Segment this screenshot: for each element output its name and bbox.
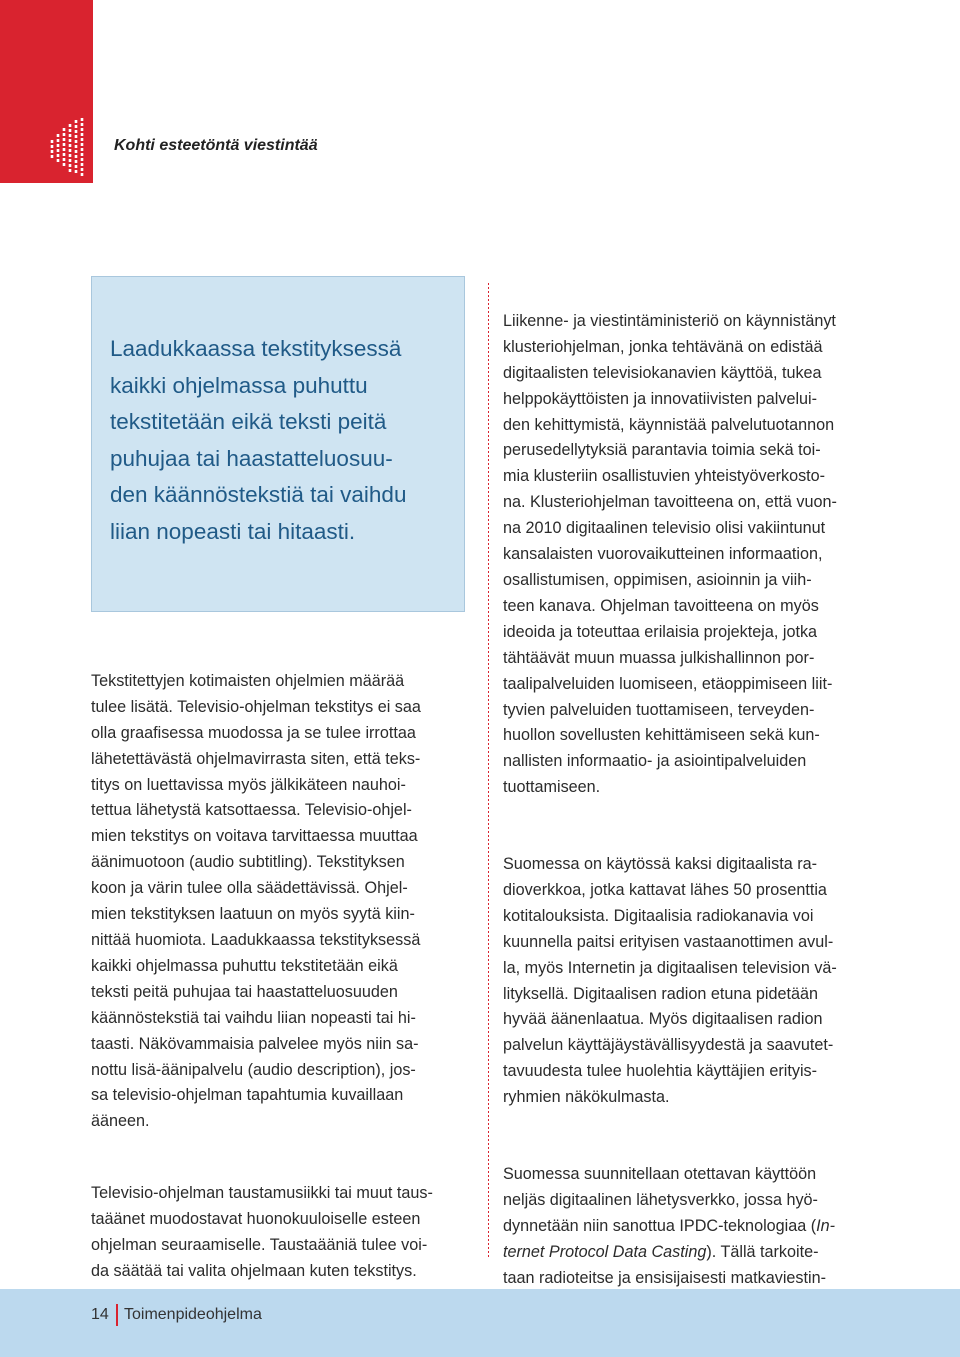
right-paragraph-3-after: ). Tällä tarkoite- taan radioteitse ja ensisijaisesti matkaviestin- — [503, 1242, 826, 1287]
right-paragraph-1: Liikenne- ja viestintäministeriö on käynnistänyt klusteriohjelman, jonka tehtävänä on edistää digitaalisten televisiokanavien käyttöä, tukea helppokäyttöisten ja innovatiivisten palvelui- den kehittymistä, käynnistää palvelutuotannon perusedellytyksiä parantavia toimia sekä toi- mia klusteriin osallistuvien yhteistyöverkosto- na. Klusteriohjelman tavoitteena on, että vuon- na 2010 digitaalinen televisio olisi vakiintunut kansalaisten vuorovaikutteinen informaation, osallistumisen, oppimisen, asioinnin ja viih- teen kanava. Ohjelman tavoitteena on myös ideoida ja toteuttaa erilaisia projekteja, jotka tähtäävät muun muassa julkishallinnon por- taalipalveluiden luomiseen, etäoppimiseen liit- tyvien palveluiden tuottamiseen, terveyden- huollon sovellusten kehittämiseen sekä kun- nallisten informaatio- ja asiointipalveluiden tuottamiseen. — [503, 311, 837, 797]
column-divider — [488, 283, 489, 1258]
pull-quote-box — [91, 276, 465, 612]
right-paragraph-2: Suomessa on käytössä kaksi digitaalista ra- dioverkkoa, jotka kattavat lähes 50 prosenttia kotitalouksista. Digitaalisia radiokanavia voi kuunnella paitsi erityisen vastaanottimen avul- la, myös Internetin ja digitaalisen television vä- lityksellä. Digitaalisen radion etuna pidetään hyvää äänenlaatua. Myös digitaalisen radion palvelun käyttäjäystävällisyydestä ja saavutet- tavuudesta tulee huolehtia käyttäjien erityis- ryhmien näkökulmasta. — [503, 855, 837, 1107]
striped-arcs-logo-icon — [50, 118, 84, 176]
right-column — [503, 283, 885, 1343]
left-paragraph-1: Tekstitettyjen kotimaisten ohjelmien määrää tulee lisätä. Televisio-ohjelman tekstitys ei saa olla graafisessa muodossa ja se tulee irrottaa lähetettävästä ohjelmavirrasta siten, että teks- titys on luettavissa myös jälkikäteen nauhoi- tettua lähetystä katsottaessa. Televisio-ohjel- mien tekstitys on voitava tarvittaessa muuttaa äänimuotoon (audio subtitling). Tekstityksen koon ja värin tulee olla säädettävissä. Ohjel- mien tekstityksen laatuun on myös syytä kiin- nittää huomiota. Laadukkaassa tekstityksessä kaikki ohjelmassa puhuttu tekstitetään eikä teksti peitä puhujaa tai haastatteluosuuden käännöstekstiä tai vaihdu liian nopeasti tai hi- taasti. Näkövammaisia palvelee myös niin sa- nottu lisä-äänipalvelu (audio description), jos- sa televisio-ohjelman tapahtumia kuvaillaan ääneen. — [91, 671, 421, 1131]
left-column — [91, 643, 471, 1311]
footer-section-label: Toimenpideohjelma — [124, 1306, 262, 1323]
right-paragraph-3-italic: In- ternet Protocol Data Casting — [503, 1216, 836, 1261]
pull-quote-text: Laadukkaassa tekstityksessä kaikki ohjelmassa puhuttu tekstitetään eikä teksti peitä puhujaa tai haastatteluosuu- den käännöstekstiä tai vaihdu liian nopeasti tai hitaasti. — [110, 336, 407, 544]
header-title: Kohti esteetöntä viestintää — [114, 137, 318, 154]
footer-separator — [116, 1304, 118, 1326]
page-number: 14 — [91, 1306, 109, 1323]
left-paragraph-2: Televisio-ohjelman taustamusiikki tai muut taus- taäänet muodostavat huonokuuloiselle esteen ohjelman seuraamiselle. Taustaääniä tulee voi- da säätää tai valita ohjelmaan kuten tekstitys. — [91, 1184, 433, 1280]
right-paragraph-3-before: Suomessa suunnitellaan otettavan käyttöön neljäs digitaalinen lähetysverkko, jossa hyö- dynnetään niin sanottua IPDC-teknologiaa ( — [503, 1165, 818, 1235]
